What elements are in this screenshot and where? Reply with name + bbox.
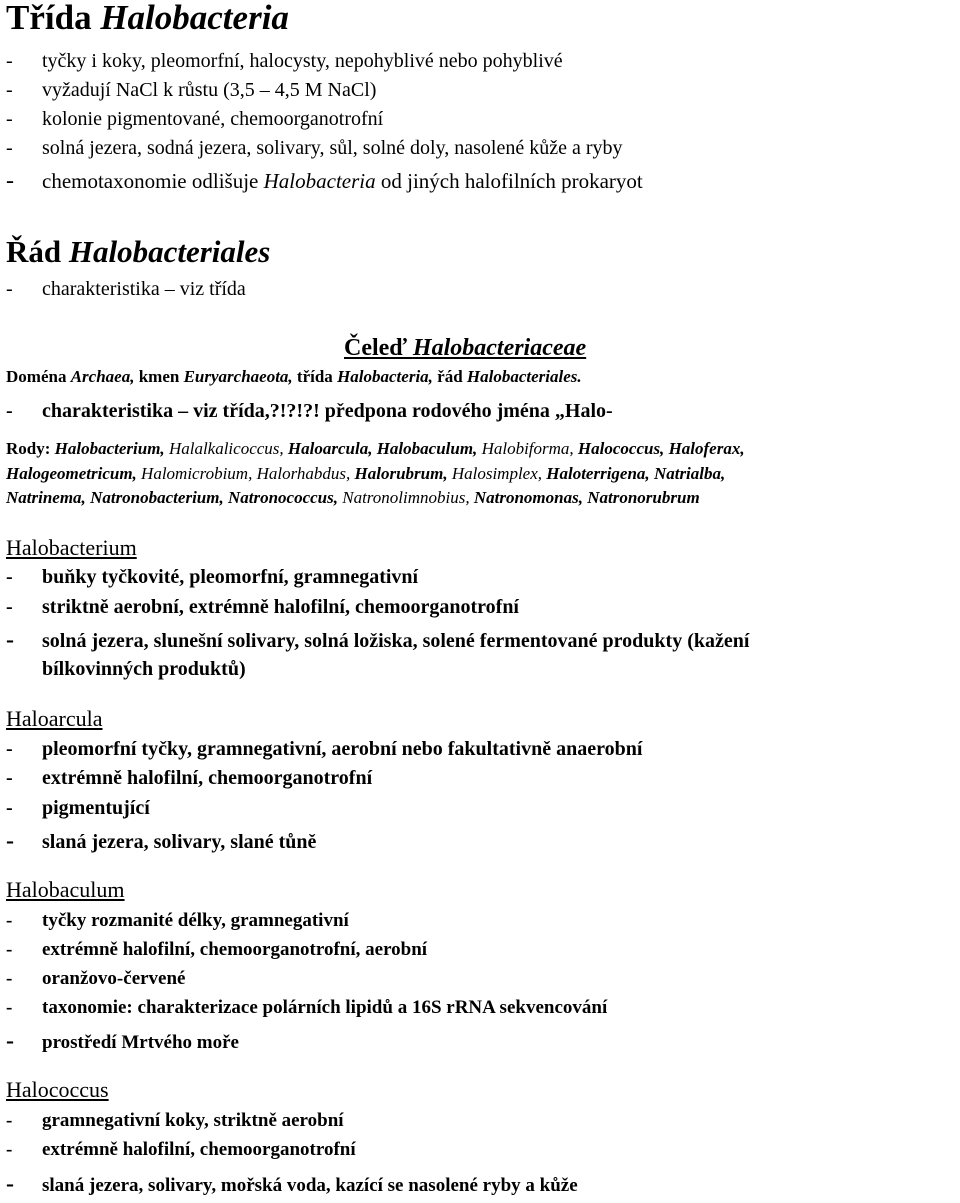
page-title (6, 0, 289, 35)
list-item: - extrémně halofilní, chemoorganotrofní (6, 1139, 356, 1160)
bullet-dash: - (6, 738, 13, 760)
bullet-dash: - (6, 627, 14, 653)
taxonomy-line: Doména Archaea, kmen Euryarchaeota, třída Halobacteria, řád Halobacteriales. (6, 367, 582, 386)
list-item: - solná jezera, slunešní solivary, solná ložiska, solené fermentované produkty (kažení (6, 627, 750, 653)
genera-line-1: Rody: Halobacterium, Halalkalicoccus, Haloarcula, Halobaculum, Halobiforma, Halococcus, Haloferax, (6, 439, 745, 458)
list-item: - gramnegativní koky, striktně aerobní (6, 1110, 344, 1131)
genus-heading-halobacterium: Halobacterium (6, 535, 137, 560)
bullet-dash: - (6, 767, 13, 789)
title-class-name: Halobacteria (100, 0, 289, 37)
bullet-dash: - (6, 828, 14, 854)
list-item: - slaná jezera, solivary, slané tůně (6, 828, 317, 854)
bullet-dash: - (6, 797, 13, 819)
bullet-dash: - (6, 997, 13, 1018)
bullet-dash: - (6, 168, 14, 194)
genera-line-3: Natrinema, Natronobacterium, Natronococcus, Natronolimnobius, Natronomonas, Natronorubrum (6, 488, 700, 507)
bullet-dash: - (6, 1110, 13, 1131)
list-item: - charakteristika – viz třída,?!?!?! předpona rodového jména „Halo- (6, 400, 613, 422)
bullet-dash: - (6, 566, 13, 588)
bullet-dash: - (6, 968, 13, 989)
bullet-dash: - (6, 50, 13, 72)
bullet-dash: - (6, 596, 13, 618)
list-item: - tyčky rozmanité délky, gramnegativní (6, 910, 349, 931)
list-item: - pigmentující (6, 797, 150, 819)
genera-line-2: Halogeometricum, Halomicrobium, Halorhabdus, Halorubrum, Halosimplex, Haloterrigena, Natrialba, (6, 464, 726, 483)
list-item: - slaná jezera, solivary, mořská voda, kazící se nasolené ryby a kůže (6, 1171, 578, 1197)
bullet-dash: - (6, 400, 13, 422)
bullet-dash: - (6, 1028, 14, 1054)
bullet-dash: - (6, 108, 13, 130)
list-item: - kolonie pigmentované, chemoorganotrofní (6, 108, 384, 130)
list-item-continuation: bílkovinných produktů) (42, 658, 246, 680)
order-heading: Řád Halobacteriales (6, 234, 271, 269)
list-item: - extrémně halofilní, chemoorganotrofní, aerobní (6, 939, 428, 960)
list-item: - tyčky i koky, pleomorfní, halocysty, nepohyblivé nebo pohyblivé (6, 50, 563, 72)
genus-heading-halobaculum: Halobaculum (6, 877, 125, 902)
list-item: - pleomorfní tyčky, gramnegativní, aerobní nebo fakultativně anaerobní (6, 738, 643, 760)
list-item: - charakteristika – viz třída (6, 278, 246, 300)
genus-heading-halococcus: Halococcus (6, 1077, 109, 1102)
list-item: - taxonomie: charakterizace polárních lipidů a 16S rRNA sekvencování (6, 997, 608, 1018)
bullet-dash: - (6, 939, 13, 960)
list-item: - extrémně halofilní, chemoorganotrofní (6, 767, 373, 789)
bullet-dash: - (6, 910, 13, 931)
bullet-dash: - (6, 278, 13, 300)
bullet-dash: - (6, 137, 13, 159)
list-item: - vyžadují NaCl k růstu (3,5 – 4,5 M NaCl) (6, 79, 377, 101)
genus-heading-haloarcula: Haloarcula (6, 706, 103, 731)
list-item: - oranžovo-červené (6, 968, 186, 989)
list-item: - striktně aerobní, extrémně halofilní, chemoorganotrofní (6, 596, 519, 618)
bullet-dash: - (6, 1139, 13, 1160)
list-item: - solná jezera, sodná jezera, solivary, sůl, solné doly, nasolené kůže a ryby (6, 137, 623, 159)
list-item: - chemotaxonomie odlišuje Halobacteria od jiných halofilních prokaryot (6, 168, 643, 194)
family-heading: Čeleď Halobacteriaceae (344, 335, 587, 361)
list-item: - prostředí Mrtvého moře (6, 1028, 239, 1054)
bullet-dash: - (6, 79, 13, 101)
title-prefix: Třída (6, 0, 101, 37)
list-item: - buňky tyčkovité, pleomorfní, gramnegativní (6, 566, 419, 588)
bullet-dash: - (6, 1171, 14, 1197)
